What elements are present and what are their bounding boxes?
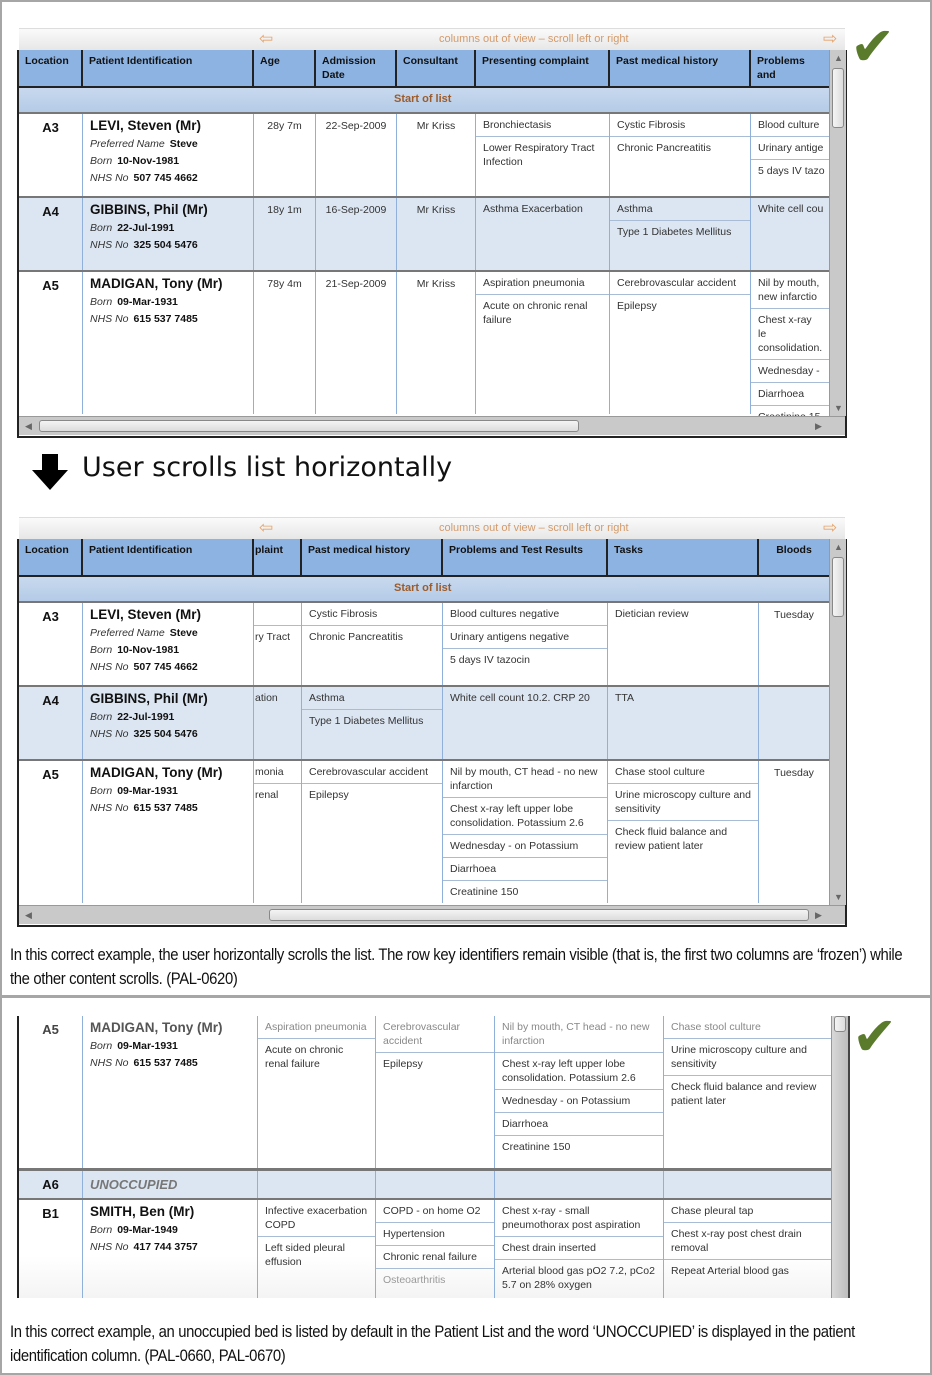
task-item: Check fluid balance and review patient later — [615, 826, 728, 852]
complaint-item: Bronchiectasis — [476, 114, 609, 137]
task-item: Chest x-ray post chest drain removal — [664, 1223, 831, 1260]
patient-id-cell[interactable] — [83, 761, 254, 903]
complaint-item: Lower Respiratory Tract Infection — [483, 142, 595, 168]
problem-item: Urinary antigens negative — [443, 626, 607, 649]
vertical-scroll-thumb[interactable] — [832, 557, 844, 617]
complaint-item: Asthma Exacerbation — [483, 203, 583, 215]
age-cell: 28y 7m — [254, 114, 316, 196]
task-item: Urine microscopy culture and sensitivity — [664, 1039, 831, 1076]
complaint-cell — [476, 114, 610, 196]
header-consultant[interactable]: Consultant — [397, 50, 476, 86]
caption-unoccupied: In this correct example, an unoccupied bed is listed by default in the Patient List and the word ‘UNOCCUPIED’ is displayed in the patient identification column. (PAL-0660, PAL-0670) — [10, 1323, 855, 1365]
scroll-right-icon[interactable]: ▶ — [815, 910, 822, 920]
history-item: Asthma — [302, 687, 442, 710]
header-past-medical-history[interactable]: Past medical history — [610, 50, 751, 86]
arrow-down-icon — [30, 454, 70, 492]
nhs-value: 417 744 3757 — [133, 1241, 198, 1253]
location-cell: A4 — [19, 198, 83, 270]
consultant-cell: Mr Kriss — [397, 272, 476, 414]
problem-item: White cell count 10.2. CRP 20 — [450, 692, 590, 704]
start-of-list-bar — [19, 577, 829, 603]
empty-cell — [376, 1171, 495, 1198]
header-patient-identification[interactable]: Patient Identification — [83, 50, 254, 86]
problem-item: Diarrhoea — [495, 1113, 663, 1136]
preferred-name-label: Preferred Name — [90, 138, 165, 150]
complaint-fragment-cell — [254, 761, 302, 903]
history-item: Cystic Fibrosis — [302, 603, 442, 626]
born-value: 22-Jul-1991 — [117, 222, 175, 234]
problem-item: Nil by mouth, new infarctio — [751, 272, 829, 309]
born-value: 10-Nov-1981 — [117, 155, 180, 167]
header-patient-identification[interactable]: Patient Identification — [83, 539, 254, 575]
patient-name: MADIGAN, Tony (Mr) — [90, 1020, 223, 1035]
nhs-label: NHS No — [90, 661, 129, 673]
born-value: 09-Mar-1949 — [117, 1224, 178, 1236]
history-item: Epilepsy — [617, 300, 657, 312]
scroll-right-arrow-icon[interactable]: ⇨ — [823, 29, 838, 48]
born-label: Born — [90, 711, 113, 723]
patient-id-cell[interactable] — [83, 687, 254, 759]
table-row-unoccupied[interactable] — [19, 1170, 831, 1200]
problem-item: Nil by mouth, CT head - no new infarction — [495, 1016, 663, 1053]
history-cell — [376, 1016, 495, 1168]
checkmark-icon: ✔ — [852, 1005, 898, 1068]
tasks-cell — [608, 603, 759, 685]
history-cell — [302, 687, 443, 759]
problems-cell — [751, 272, 829, 414]
patient-id-cell[interactable] — [83, 603, 254, 685]
patient-name: GIBBINS, Phil (Mr) — [90, 691, 208, 706]
born-value: 10-Nov-1981 — [117, 644, 180, 656]
born-label: Born — [90, 644, 113, 656]
column-scroll-bar — [19, 28, 845, 51]
location-cell: A5 — [19, 1016, 83, 1168]
vertical-scrollbar[interactable] — [831, 1016, 850, 1298]
nhs-label: NHS No — [90, 313, 129, 325]
column-header-row — [19, 50, 829, 88]
history-cell — [302, 603, 443, 685]
history-item: Cerebrovascular accident — [610, 272, 750, 295]
patient-name: LEVI, Steven (Mr) — [90, 607, 202, 622]
problem-item: Blood cultures negative — [443, 603, 607, 626]
history-cell — [302, 761, 443, 903]
history-item: COPD - on home O2 — [376, 1200, 494, 1223]
history-item: Chronic renal failure — [376, 1246, 494, 1269]
problem-item: Chest x-ray left upper lobe consolidation. Potassium 2.6 — [495, 1053, 663, 1090]
patient-name: LEVI, Steven (Mr) — [90, 118, 202, 133]
task-item: Chase stool culture — [664, 1016, 831, 1039]
columns-out-of-view-label: columns out of view – scroll left or right — [439, 522, 629, 534]
patient-list-panel-after-scroll — [17, 518, 847, 927]
complaint-item: Infective exacerbation COPD — [258, 1200, 375, 1237]
problems-cell — [443, 603, 608, 685]
unoccupied-label: UNOCCUPIED — [83, 1171, 258, 1198]
header-problems[interactable]: Problems and — [757, 55, 805, 81]
born-label: Born — [90, 296, 113, 308]
scroll-left-arrow-icon[interactable]: ⇦ — [259, 29, 274, 48]
problem-item: Diarrhoea — [443, 858, 607, 881]
header-presenting-complaint-fragment[interactable]: plaint — [254, 539, 302, 575]
complaint-cell — [476, 198, 610, 270]
vertical-scrollbar[interactable] — [829, 539, 846, 905]
horizontal-scroll-thumb[interactable] — [39, 420, 579, 432]
scroll-down-icon[interactable]: ▼ — [834, 892, 843, 902]
problems-cell — [751, 114, 829, 196]
problems-cell — [443, 687, 608, 759]
complaint-item: Aspiration pneumonia — [258, 1016, 375, 1039]
history-item: Cystic Fibrosis — [610, 114, 750, 137]
history-item: Epilepsy — [383, 1058, 423, 1070]
problem-item: 5 days IV tazo — [758, 165, 825, 177]
problem-item: 5 days IV tazocin — [450, 654, 530, 666]
vertical-scroll-thumb[interactable] — [834, 1016, 846, 1032]
consultant-cell: Mr Kriss — [397, 198, 476, 270]
problem-item: Wednesday - on Potassium — [495, 1090, 663, 1113]
problem-item: Chest drain inserted — [495, 1237, 663, 1260]
problems-cell — [495, 1016, 664, 1168]
bloods-cell: Tuesday — [774, 767, 814, 779]
history-item: Osteoarthritis — [383, 1274, 446, 1286]
history-cell — [376, 1200, 495, 1298]
task-item: TTA — [615, 692, 635, 704]
nhs-label: NHS No — [90, 172, 129, 184]
preferred-name-value: Steve — [169, 627, 198, 639]
columns-out-of-view-label: columns out of view – scroll left or right — [439, 33, 629, 45]
born-label: Born — [90, 222, 113, 234]
history-cell — [610, 272, 751, 414]
nhs-label: NHS No — [90, 1241, 129, 1253]
location-cell: A6 — [19, 1171, 83, 1198]
consultant-cell: Mr Kriss — [397, 114, 476, 196]
bloods-cell: Tuesday — [774, 609, 814, 621]
start-of-list-label: Start of list — [394, 582, 452, 594]
history-item: Type 1 Diabetes Mellitus — [309, 715, 424, 727]
history-item: Type 1 Diabetes Mellitus — [617, 226, 732, 238]
problem-item: Urinary antige — [751, 137, 829, 160]
tasks-cell — [608, 761, 759, 903]
patient-list-panel-unoccupied — [17, 1016, 847, 1298]
start-of-list-bar — [19, 88, 829, 114]
nhs-value: 615 537 7485 — [133, 313, 198, 325]
history-cell — [610, 114, 751, 196]
horizontal-scrollbar[interactable] — [19, 905, 845, 924]
table-row[interactable] — [19, 761, 829, 903]
scroll-up-icon[interactable]: ▲ — [834, 542, 843, 552]
admission-date-cell: 16-Sep-2009 — [316, 198, 397, 270]
patient-id-cell[interactable] — [83, 272, 254, 414]
location-cell: A3 — [19, 114, 83, 196]
admission-date-cell: 22-Sep-2009 — [316, 114, 397, 196]
vertical-scroll-thumb[interactable] — [832, 68, 844, 128]
complaint-item: renal — [255, 789, 279, 801]
problem-item: Creatinine 150 — [450, 886, 519, 898]
tasks-cell — [608, 687, 759, 759]
problem-item: Wednesday - — [751, 360, 829, 383]
complaint-item: Left sided pleural effusion — [265, 1242, 345, 1268]
complaint-item: monia — [254, 761, 301, 784]
nhs-label: NHS No — [90, 239, 129, 251]
history-cell — [610, 198, 751, 270]
preferred-name-value: Steve — [169, 138, 198, 150]
age-cell: 18y 1m — [254, 198, 316, 270]
scroll-left-icon[interactable]: ◀ — [25, 421, 32, 431]
location-cell: B1 — [19, 1200, 83, 1298]
born-label: Born — [90, 1224, 113, 1236]
location-cell: A5 — [19, 272, 83, 414]
complaint-item — [254, 603, 301, 626]
complaint-item: Aspiration pneumonia — [476, 272, 609, 295]
empty-cell — [664, 1171, 831, 1198]
caption-scrolling: In this correct example, the user horizontally scrolls the list. The row key identifiers remain visible (that is, the first two columns are ‘frozen’) while the other content scrolls. (PAL-0620) — [10, 946, 903, 988]
patient-name: MADIGAN, Tony (Mr) — [90, 765, 223, 780]
vertical-scrollbar[interactable] — [829, 50, 846, 416]
complaint-fragment-cell — [254, 687, 302, 759]
example-frame-unoccupied — [0, 996, 932, 1375]
transition-label: User scrolls list horizontally — [82, 452, 453, 483]
table-row[interactable] — [19, 1200, 831, 1298]
complaint-cell — [258, 1016, 376, 1168]
patient-id-cell[interactable] — [83, 1200, 258, 1298]
born-label: Born — [90, 155, 113, 167]
nhs-value: 507 745 4662 — [133, 172, 198, 184]
problem-item: Wednesday - on Potassium — [443, 835, 607, 858]
age-cell: 78y 4m — [254, 272, 316, 414]
complaint-cell — [476, 272, 610, 414]
problems-cell — [443, 761, 608, 903]
column-scroll-bar — [19, 517, 845, 540]
problem-item: Arterial blood gas pO2 7.2, pCo2 5.7 on 28% oxygen — [502, 1265, 655, 1291]
born-value: 09-Mar-1931 — [117, 785, 178, 797]
patient-name: SMITH, Ben (Mr) — [90, 1204, 195, 1219]
location-cell: A3 — [19, 603, 83, 685]
complaint-item: ry Tract — [255, 631, 291, 643]
task-item: Urine microscopy culture and sensitivity — [608, 784, 758, 821]
nhs-value: 615 537 7485 — [133, 1057, 198, 1069]
location-cell: A5 — [19, 761, 83, 903]
problem-item: Creatinine 150 — [502, 1141, 571, 1153]
header-age[interactable]: Age — [254, 50, 316, 86]
location-cell: A4 — [19, 687, 83, 759]
scroll-right-arrow-icon[interactable]: ⇨ — [823, 518, 838, 537]
scroll-left-icon[interactable]: ◀ — [25, 910, 32, 920]
task-item: Dietician review — [615, 608, 689, 620]
header-past-medical-history[interactable]: Past medical history — [302, 539, 443, 575]
start-of-list-label: Start of list — [394, 93, 452, 105]
patient-id-cell[interactable] — [83, 114, 254, 196]
table-row[interactable] — [19, 1016, 831, 1170]
born-value: 22-Jul-1991 — [117, 711, 175, 723]
nhs-value: 615 537 7485 — [133, 802, 198, 814]
born-value: 09-Mar-1931 — [117, 296, 178, 308]
patient-id-cell[interactable] — [83, 198, 254, 270]
history-item: Cerebrovascular accident — [376, 1016, 494, 1053]
history-item: Cerebrovascular accident — [302, 761, 442, 784]
complaint-cell — [258, 1200, 376, 1298]
problem-item: Diarrhoea — [751, 383, 829, 406]
header-admission-date[interactable]: Admission Date — [316, 50, 397, 86]
patient-name: GIBBINS, Phil (Mr) — [90, 202, 208, 217]
patient-name: MADIGAN, Tony (Mr) — [90, 276, 223, 291]
born-label: Born — [90, 1040, 113, 1052]
empty-cell — [495, 1171, 664, 1198]
header-bloods[interactable]: Bloods — [776, 544, 812, 556]
born-label: Born — [90, 785, 113, 797]
table-row[interactable] — [19, 603, 829, 687]
preferred-name-label: Preferred Name — [90, 627, 165, 639]
history-item: Chronic Pancreatitis — [617, 142, 711, 154]
column-header-row — [19, 539, 829, 577]
tasks-cell — [664, 1016, 831, 1168]
nhs-value: 325 504 5476 — [133, 239, 198, 251]
table-row[interactable] — [19, 198, 829, 272]
header-location[interactable]: Location — [19, 539, 83, 575]
complaint-item: ation — [255, 692, 278, 704]
complaint-fragment-cell — [254, 603, 302, 685]
horizontal-scroll-thumb[interactable] — [269, 909, 809, 921]
complaint-item: Acute on chronic renal failure — [265, 1044, 344, 1070]
history-item: Epilepsy — [309, 789, 349, 801]
problem-item: Nil by mouth, CT head - no new infarction — [443, 761, 607, 798]
scroll-down-icon[interactable]: ▼ — [834, 403, 843, 413]
tasks-cell — [664, 1200, 831, 1298]
table-row[interactable] — [19, 272, 829, 414]
header-presenting-complaint[interactable]: Presenting complaint — [476, 50, 610, 86]
history-item: Hypertension — [376, 1223, 494, 1246]
task-item: Repeat Arterial blood gas — [671, 1265, 789, 1277]
problem-item: Chest x-ray - small pneumothorax post aspiration — [495, 1200, 663, 1237]
nhs-label: NHS No — [90, 1057, 129, 1069]
table-row[interactable] — [19, 687, 829, 761]
header-problems-and-test-results[interactable]: Problems and Test Results — [443, 539, 608, 575]
history-item: Chronic Pancreatitis — [309, 631, 403, 643]
empty-cell — [258, 1171, 376, 1198]
scroll-right-icon[interactable]: ▶ — [815, 421, 822, 431]
nhs-value: 325 504 5476 — [133, 728, 198, 740]
problem-item: Chest x-ray le consolidation. — [751, 309, 829, 360]
complaint-item: Acute on chronic renal failure — [483, 300, 588, 326]
nhs-value: 507 745 4662 — [133, 661, 198, 673]
bloods-cell — [759, 687, 829, 759]
problem-item: White cell cou — [758, 203, 824, 215]
born-value: 09-Mar-1931 — [117, 1040, 178, 1052]
history-item: Asthma — [610, 198, 750, 221]
scroll-left-arrow-icon[interactable]: ⇦ — [259, 518, 274, 537]
scroll-up-icon[interactable]: ▲ — [834, 53, 843, 63]
header-tasks[interactable]: Tasks — [608, 539, 759, 575]
header-location[interactable]: Location — [19, 50, 83, 86]
task-item: Chase pleural tap — [664, 1200, 831, 1223]
task-item: Chase stool culture — [608, 761, 758, 784]
horizontal-scrollbar[interactable] — [19, 416, 845, 435]
patient-id-cell[interactable] — [83, 1016, 258, 1168]
patient-list-panel-before-scroll — [17, 29, 847, 438]
problem-item: Chest x-ray left upper lobe consolidation. Potassium 2.6 — [443, 798, 607, 835]
nhs-label: NHS No — [90, 728, 129, 740]
table-row[interactable] — [19, 114, 829, 198]
problems-cell — [751, 198, 829, 270]
nhs-label: NHS No — [90, 802, 129, 814]
admission-date-cell: 21-Sep-2009 — [316, 272, 397, 414]
problem-item: Blood culture — [751, 114, 829, 137]
task-item: Check fluid balance and review patient later — [671, 1081, 817, 1107]
checkmark-icon: ✔ — [850, 15, 896, 78]
problems-cell — [495, 1200, 664, 1298]
